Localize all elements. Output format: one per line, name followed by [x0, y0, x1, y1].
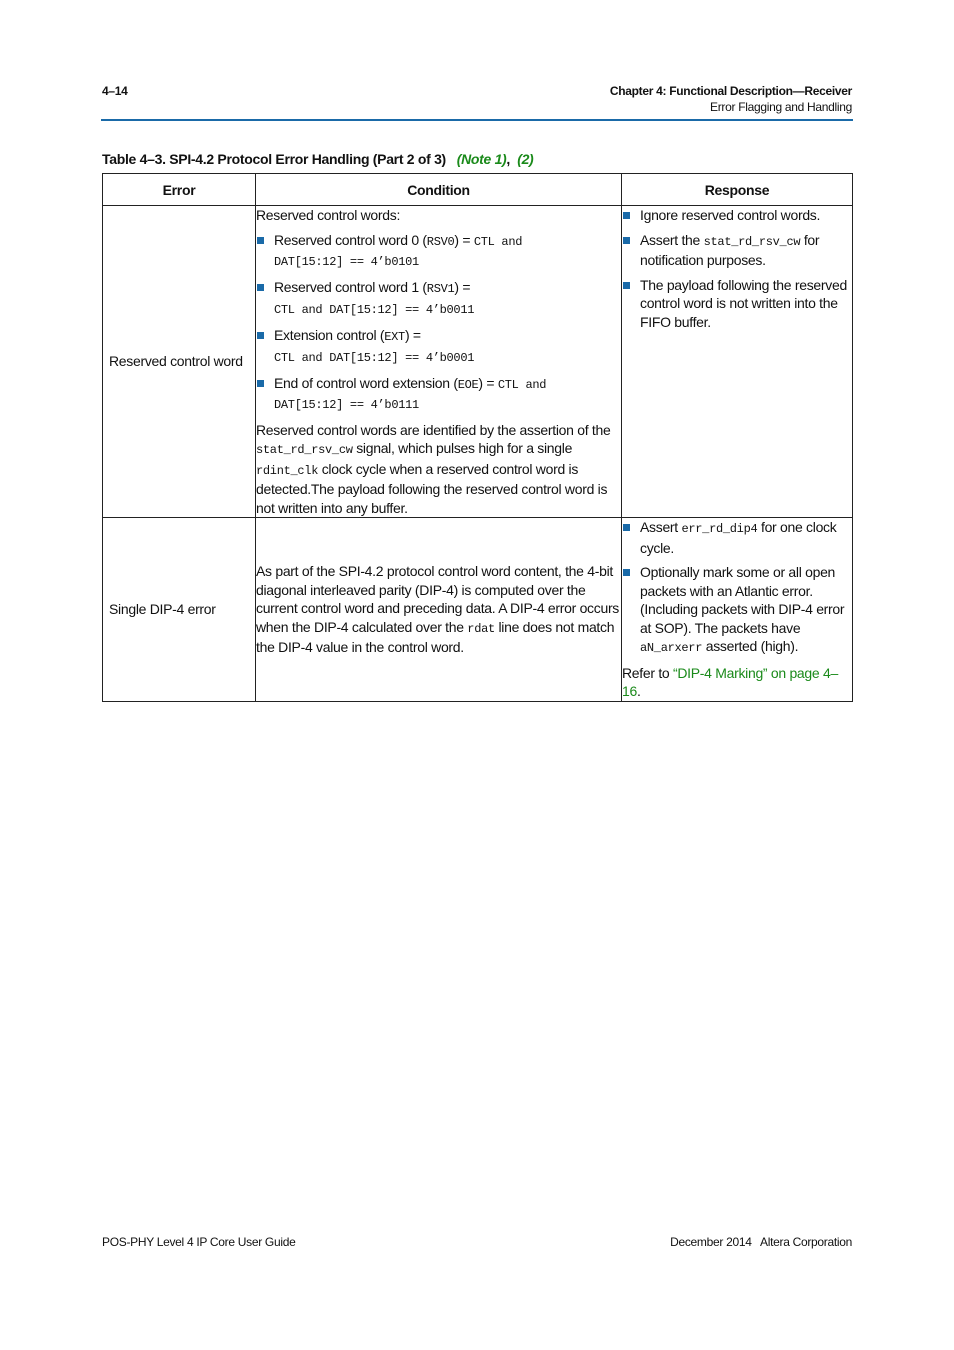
- error-label: Reserved control word: [109, 353, 243, 370]
- condition-cell: [256, 518, 622, 702]
- bullet-item: Extension control (EXT) =: [256, 326, 621, 347]
- section-title: Error Flagging and Handling: [710, 100, 852, 114]
- note-2-link[interactable]: (2): [517, 151, 534, 167]
- chapter-title: Chapter 4: Functional Description—Receiver: [609, 84, 852, 98]
- condition-paragraph: Reserved control words are identified by the assertion of the stat_rd_rsv_cw signal, which pulses high for a single rdint_clk clock cycle when a reserved control word is detected.The payload following the reserved control word is not written into any buffer.: [256, 421, 611, 516]
- bullet-item: Ignore reserved control words.: [622, 206, 852, 225]
- header-rule: [101, 119, 853, 121]
- response-cell: [622, 518, 853, 702]
- bullet-item: Optionally mark some or all open packets with an Atlantic error. (Including packets with DIP-4 error at SOP). The packets have aN_arxerr asserted (high).: [622, 563, 852, 658]
- bullet-item: Assert the stat_rd_rsv_cw for notification purposes.: [622, 231, 852, 270]
- header-response: Response: [622, 174, 853, 206]
- condition-intro: Reserved control words:: [256, 207, 401, 223]
- condition-paragraph: As part of the SPI-4.2 protocol control word content, the 4-bit diagonal interleaved parity (DIP-4) is computed over the current control word and preceding data. A DIP-4 error occurs when the DIP-4 calculated over the rdat line does not match the DIP-4 value in the control word.: [256, 563, 620, 656]
- error-handling-table: [102, 173, 853, 702]
- footer-guide-title: POS-PHY Level 4 IP Core User Guide: [102, 1235, 296, 1249]
- header-error: Error: [103, 174, 256, 206]
- dip4-marking-link[interactable]: “DIP-4 Marking” on page 4–16: [622, 664, 838, 699]
- error-cell: [103, 518, 256, 702]
- caption-title: Table 4–3. SPI-4.2 Protocol Error Handling (Part 2 of 3): [102, 151, 446, 167]
- table-row: [103, 518, 853, 702]
- footer-date-company: December 2014 Altera Corporation: [670, 1235, 852, 1249]
- table-row: [103, 206, 853, 518]
- bullet-item: Reserved control word 0 (RSV0) = CTL and DAT[15:12] == 4’b0101: [256, 231, 621, 272]
- table-caption: [102, 151, 533, 167]
- response-cell: [622, 206, 853, 518]
- header-condition: Condition: [256, 174, 622, 206]
- caption-separator: ,: [506, 151, 511, 167]
- bullet-item: The payload following the reserved control word is not written into the FIFO buffer.: [622, 276, 852, 332]
- page-number: 4–14: [102, 84, 128, 98]
- error-cell: [103, 206, 256, 518]
- table-header-row: [103, 174, 853, 206]
- condition-cell: [256, 206, 622, 518]
- code-line: CTL and DAT[15:12] == 4’b0001: [274, 351, 475, 365]
- error-label: Single DIP-4 error: [109, 601, 216, 618]
- bullet-item: Assert err_rd_dip4 for one clock cycle.: [622, 518, 852, 557]
- code-line: CTL and DAT[15:12] == 4’b0011: [274, 303, 475, 317]
- refer-line: Refer to “DIP-4 Marking” on page 4–16.: [622, 664, 838, 699]
- bullet-item: Reserved control word 1 (RSV1) =: [256, 278, 621, 299]
- note-1-link[interactable]: (Note 1): [456, 151, 507, 167]
- bullet-item: End of control word extension (EOE) = CTL and DAT[15:12] == 4’b0111: [256, 374, 621, 415]
